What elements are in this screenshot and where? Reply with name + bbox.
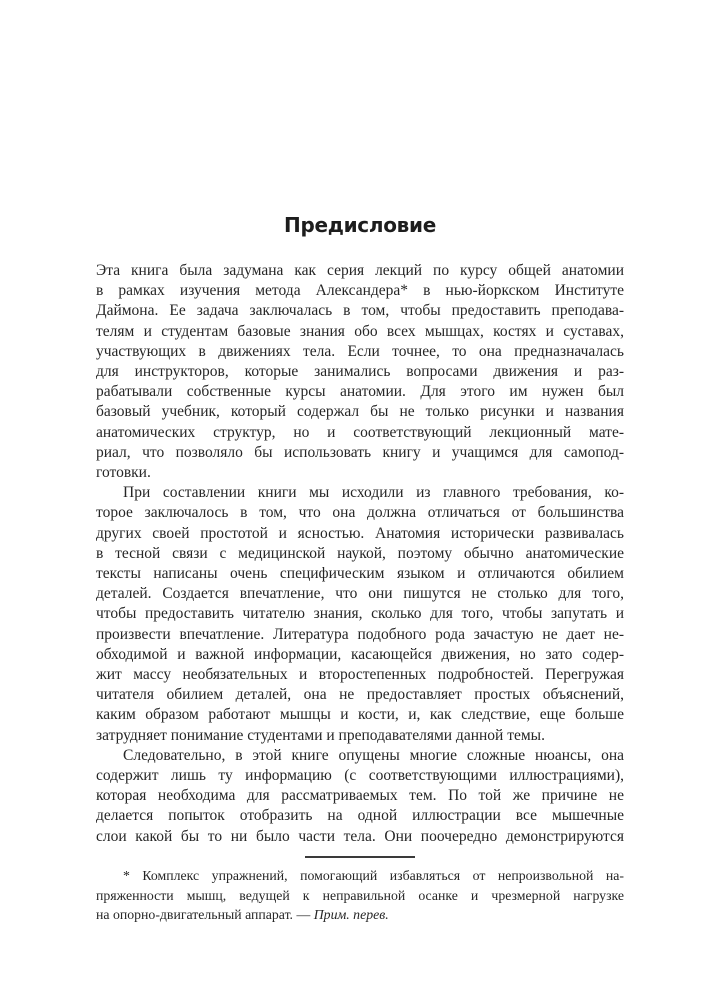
footnote-last-line-text: на опорно-двигательный аппарат. —	[96, 907, 314, 923]
text-line: * Комплекс упражнений, помогающий избавляться от непроизвольной на-	[123, 867, 624, 883]
footnote-last-line	[96, 905, 624, 925]
text-line: Даймона. Ее задача заключалась в том, чтобы предоставить преподава-	[96, 302, 624, 320]
body-text	[96, 261, 624, 847]
page-title: Предисловие	[284, 213, 436, 237]
footnote	[96, 866, 624, 925]
text-line: содержит лишь ту информацию (с соответствующими иллюстрациями),	[96, 767, 624, 785]
paragraph-intro	[96, 261, 624, 483]
text-line: готовки.	[96, 464, 151, 482]
text-line: телям и студентам базовые знания обо всех мышцах, костях и суставах,	[96, 322, 624, 340]
text-line: в рамках изучения метода Александера* в нью-йоркском Институте	[96, 282, 624, 300]
text-line: затрудняет понимание студентами и преподавателями данной темы.	[96, 726, 545, 744]
text-line: слои какой бы то ни было части тела. Они поочередно демонстрируются	[96, 827, 624, 845]
text-line: читателя обилием деталей, она не предоставляет простых объяснений,	[96, 686, 624, 704]
text-line: обходимой и важной информации, касающейся движения, но зато содер-	[96, 645, 624, 663]
text-line: торое заключалось в том, что она должна отличаться от большинства	[96, 504, 624, 522]
text-line: других своей простотой и ясностью. Анатомия исторически развивалась	[96, 524, 624, 542]
text-line: риал, что позволяло бы использовать книгу и учащимся для самопод-	[96, 443, 624, 461]
text-line: каким образом работают мышцы и кости, и, как следствие, еще больше	[96, 706, 624, 724]
text-line: жит массу необязательных и второстепенных подробностей. Перегружая	[96, 666, 624, 684]
paragraph-consequently	[96, 746, 624, 847]
footnote-translator-note: Прим. перев.	[313, 907, 389, 923]
text-line: анатомических структур, но и соответствующий лекционный мате-	[96, 423, 624, 441]
text-line: чтобы предоставить читателю знания, сколько для того, чтобы запутать и	[96, 605, 624, 623]
text-line: деталей. Создается впечатление, что они пишутся не столько для того,	[96, 585, 624, 603]
text-line: тексты написаны очень специфическим языком и отличаются обилием	[96, 565, 624, 583]
text-line: произвести впечатление. Литература подобного рода зачастую не дает не-	[96, 625, 624, 643]
text-line: базовый учебник, который содержал бы не только рисунки и названия	[96, 403, 624, 421]
text-line: для инструкторов, которые занимались вопросами движения и раз-	[96, 363, 624, 381]
text-block	[96, 0, 624, 925]
paragraph-main-requirement	[96, 483, 624, 746]
text-line: Эта книга была задумана как серия лекций по курсу общей анатомии	[96, 262, 624, 279]
text-line: Следовательно, в этой книге опущены многие сложные нюансы, она	[123, 746, 624, 764]
text-line: в тесной связи с медицинской наукой, поэтому обычно анатомические	[96, 544, 624, 562]
footnote-separator	[305, 856, 415, 858]
text-line: участвующих в движениях тела. Если точнее, то она предназначалась	[96, 342, 624, 360]
text-line: делается попыток отобразить на одной иллюстрации все мышечные	[96, 807, 624, 825]
text-line: При составлении книги мы исходили из главного требования, ко-	[123, 484, 624, 502]
text-line: которая необходима для рассматриваемых тем. По той же причине не	[96, 787, 624, 805]
text-line: пряженности мышц, ведущей к неправильной осанке и чрезмерной нагрузке	[96, 887, 624, 903]
footnote-lines	[96, 866, 624, 906]
text-line: рабатывали собственные курсы анатомии. Для этого им нужен был	[96, 383, 624, 401]
